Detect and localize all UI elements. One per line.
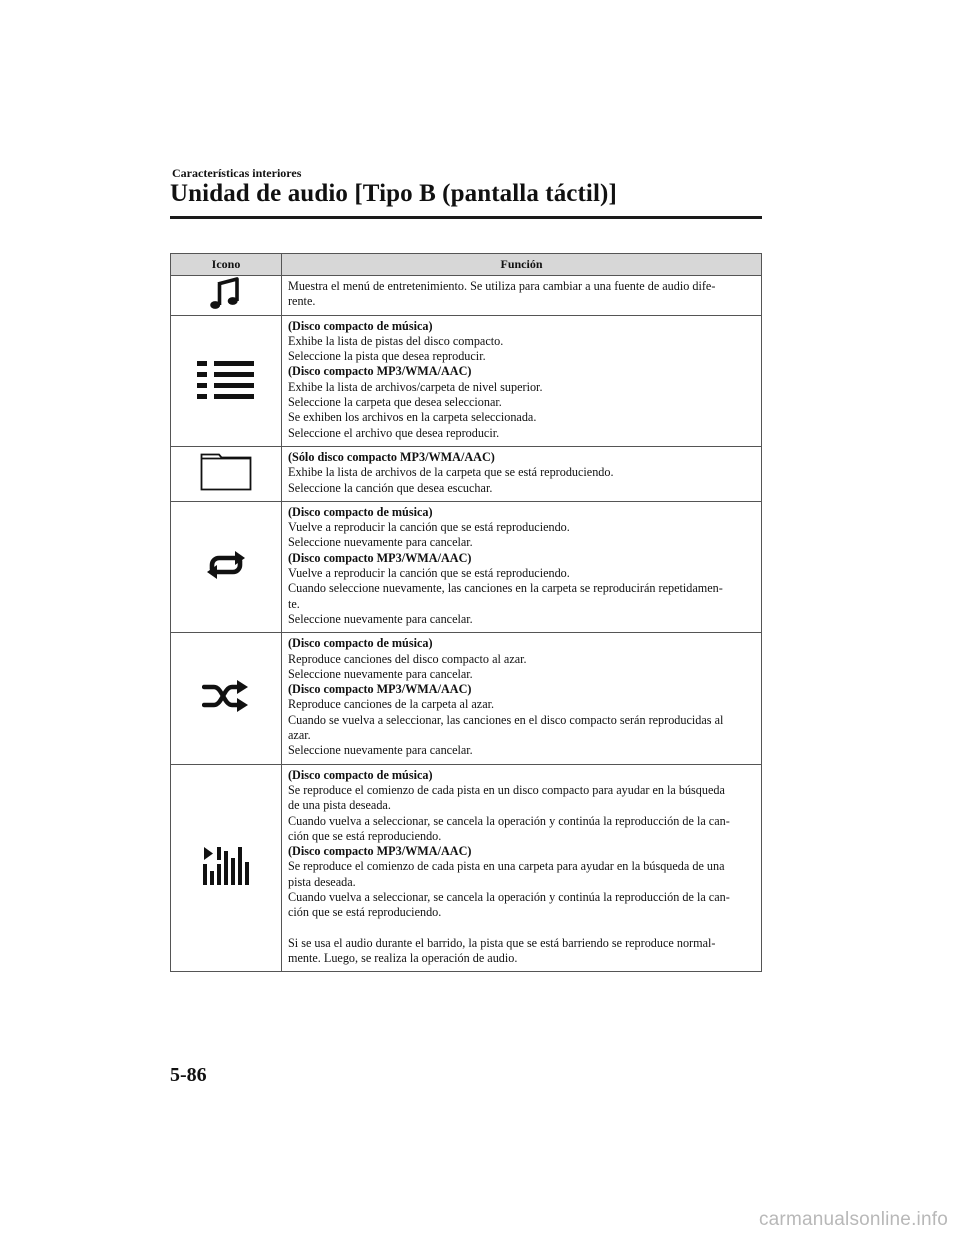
description-line: Cuando vuelva a seleccionar, se cancela la operación y continúa la reproducción de la can- <box>288 889 730 904</box>
table-row <box>171 315 762 446</box>
function-description <box>282 501 762 632</box>
description-line: Seleccione la carpeta que desea seleccionar. <box>288 395 502 410</box>
description-line: Cuando vuelva a seleccionar, se cancela la operación y continúa la reproducción de la can- <box>288 813 730 828</box>
description-line: Exhibe la lista de pistas del disco compacto. <box>288 333 504 348</box>
description-line: Seleccione la pista que desea reproducir. <box>288 349 486 364</box>
table-row <box>171 633 762 764</box>
description-line: mente. Luego, se realiza la operación de audio. <box>288 950 518 965</box>
section-heading: (Disco compacto MP3/WMA/AAC) <box>288 682 472 697</box>
icon-cell <box>171 764 282 972</box>
description-line: Se exhiben los archivos en la carpeta seleccionada. <box>288 410 537 425</box>
function-description <box>282 633 762 764</box>
description-line: Seleccione nuevamente para cancelar. <box>288 666 473 681</box>
table-header-row <box>171 254 762 276</box>
description-line: Seleccione nuevamente para cancelar. <box>288 743 473 758</box>
icon-cell <box>171 501 282 632</box>
shuffle-icon <box>202 680 250 716</box>
description-line: Seleccione nuevamente para cancelar. <box>288 535 473 550</box>
icon-cell <box>171 446 282 501</box>
description-line: Seleccione la canción que desea escuchar. <box>288 480 493 495</box>
description-line: Vuelve a reproducir la canción que se está reproduciendo. <box>288 520 570 535</box>
section-heading: (Disco compacto de música) <box>288 636 433 651</box>
table-row <box>171 276 762 316</box>
description-line: te. <box>288 596 300 611</box>
watermark: carmanualsonline.info <box>758 1209 948 1230</box>
page-number: 5-86 <box>170 1064 207 1086</box>
track-list-icon <box>197 359 255 403</box>
description-line: ción que se está reproduciendo. <box>288 905 442 920</box>
function-description <box>282 446 762 501</box>
description-line: Cuando seleccione nuevamente, las canciones en la carpeta se reproducirán repetidamen- <box>288 581 723 596</box>
section-heading: (Disco compacto de música) <box>288 318 433 333</box>
icon-cell <box>171 276 282 316</box>
section-heading: (Disco compacto de música) <box>288 767 433 782</box>
table-row <box>171 764 762 972</box>
section-label: Características interiores <box>172 166 302 180</box>
description-line: Se reproduce el comienzo de cada pista en un disco compacto para ayudar en la búsqueda <box>288 782 725 797</box>
header-icon-column: Icono <box>171 254 282 276</box>
title-rule <box>170 216 762 219</box>
header-function-column: Función <box>282 254 762 276</box>
description-line: Exhibe la lista de archivos de la carpeta que se está reproduciendo. <box>288 465 614 480</box>
folder-icon <box>200 453 252 495</box>
description-line: de una pista deseada. <box>288 798 391 813</box>
description-line: Exhibe la lista de archivos/carpeta de nivel superior. <box>288 379 543 394</box>
description-line: Se reproduce el comienzo de cada pista en una carpeta para ayudar en la búsqueda de una <box>288 859 725 874</box>
page-title: Unidad de audio [Tipo B (pantalla táctil)] <box>170 180 617 207</box>
section-heading: (Disco compacto MP3/WMA/AAC) <box>288 550 472 565</box>
paragraph-gap <box>288 921 755 936</box>
section-heading: (Sólo disco compacto MP3/WMA/AAC) <box>288 449 495 464</box>
description-line: azar. <box>288 728 311 743</box>
description-line: Seleccione el archivo que desea reproducir. <box>288 425 500 440</box>
music-note-icon <box>209 276 243 314</box>
repeat-icon <box>204 548 248 586</box>
scan-icon <box>202 847 250 889</box>
description-line: Cuando se vuelva a seleccionar, las canciones en el disco compacto serán reproducidas al <box>288 712 724 727</box>
section-heading: (Disco compacto de música) <box>288 504 433 519</box>
description-line: Reproduce canciones de la carpeta al azar. <box>288 697 495 712</box>
function-table <box>170 253 762 972</box>
description-line: rente. <box>288 294 316 309</box>
function-description <box>282 276 762 316</box>
function-description <box>282 764 762 972</box>
description-line: pista deseada. <box>288 874 356 889</box>
section-heading: (Disco compacto MP3/WMA/AAC) <box>288 364 472 379</box>
description-line: Reproduce canciones del disco compacto al azar. <box>288 651 527 666</box>
table-row <box>171 446 762 501</box>
description-line: Vuelve a reproducir la canción que se está reproduciendo. <box>288 566 570 581</box>
description-line: Muestra el menú de entretenimiento. Se utiliza para cambiar a una fuente de audio dife- <box>288 279 716 293</box>
table-row <box>171 501 762 632</box>
function-description <box>282 315 762 446</box>
description-line: ción que se está reproduciendo. <box>288 828 442 843</box>
description-line: Seleccione nuevamente para cancelar. <box>288 611 473 626</box>
icon-cell <box>171 315 282 446</box>
description-line: Si se usa el audio durante el barrido, la pista que se está barriendo se reproduce normal- <box>288 935 716 950</box>
section-heading: (Disco compacto MP3/WMA/AAC) <box>288 844 472 859</box>
icon-cell <box>171 633 282 764</box>
